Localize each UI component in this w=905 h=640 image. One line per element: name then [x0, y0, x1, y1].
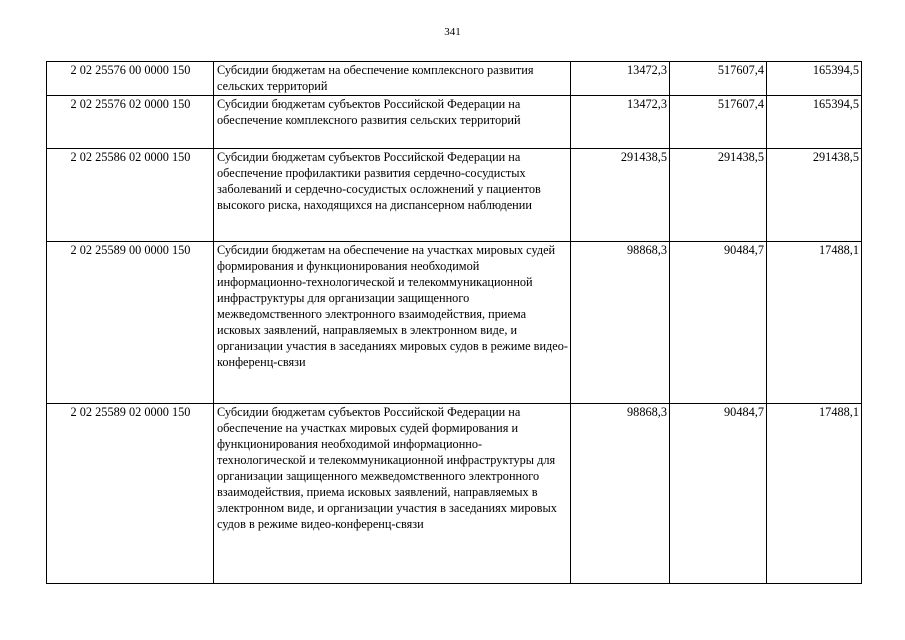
budget-code: 2 02 25576 02 0000 150 — [47, 96, 214, 149]
value-year-3: 17488,1 — [767, 404, 862, 584]
value-year-1: 98868,3 — [571, 242, 670, 404]
value-year-1: 13472,3 — [571, 96, 670, 149]
table-row — [47, 96, 862, 149]
table-row — [47, 62, 862, 96]
row-description: Субсидии бюджетам на обеспечение на участках мировых судей формирования и функционирования необходимой информационно-технологической и телекоммуникационной инфраструктуры для организации защищенного межведомственного электронного взаимодействия, приема исковых заявлений, направляемых в электронном виде, и организации участия в заседаниях мировых судов в режиме видео-конференц-связи — [214, 242, 571, 404]
row-description: Субсидии бюджетам на обеспечение комплексного развития сельских территорий — [214, 62, 571, 96]
table-row — [47, 404, 862, 584]
value-year-3: 291438,5 — [767, 149, 862, 242]
row-description: Субсидии бюджетам субъектов Российской Федерации на обеспечение на участках мировых судей формирования и функционирования необходимой информационно-технологической и телекоммуникационной инфраструктуры для организации защищенного межведомственного электронного взаимодействия, приема исковых заявлений, направляемых в электронном виде, и организации участия в заседаниях мировых судов в режиме видео-конференц-связи — [214, 404, 571, 584]
table-row — [47, 149, 862, 242]
page-number: 341 — [444, 26, 461, 38]
budget-code: 2 02 25589 02 0000 150 — [47, 404, 214, 584]
row-description: Субсидии бюджетам субъектов Российской Федерации на обеспечение профилактики развития сердечно-сосудистых заболеваний и сердечно-сосудистых осложнений у пациентов высокого риска, находящихся на диспансерном наблюдении — [214, 149, 571, 242]
value-year-2: 291438,5 — [670, 149, 767, 242]
budget-table — [46, 61, 862, 584]
budget-code: 2 02 25589 00 0000 150 — [47, 242, 214, 404]
value-year-3: 17488,1 — [767, 242, 862, 404]
value-year-3: 165394,5 — [767, 62, 862, 96]
value-year-2: 517607,4 — [670, 96, 767, 149]
value-year-2: 90484,7 — [670, 242, 767, 404]
value-year-1: 13472,3 — [571, 62, 670, 96]
budget-code: 2 02 25576 00 0000 150 — [47, 62, 214, 96]
value-year-2: 90484,7 — [670, 404, 767, 584]
row-description: Субсидии бюджетам субъектов Российской Федерации на обеспечение комплексного развития сельских территорий — [214, 96, 571, 149]
value-year-3: 165394,5 — [767, 96, 862, 149]
value-year-1: 98868,3 — [571, 404, 670, 584]
value-year-2: 517607,4 — [670, 62, 767, 96]
budget-code: 2 02 25586 02 0000 150 — [47, 149, 214, 242]
value-year-1: 291438,5 — [571, 149, 670, 242]
table-row — [47, 242, 862, 404]
